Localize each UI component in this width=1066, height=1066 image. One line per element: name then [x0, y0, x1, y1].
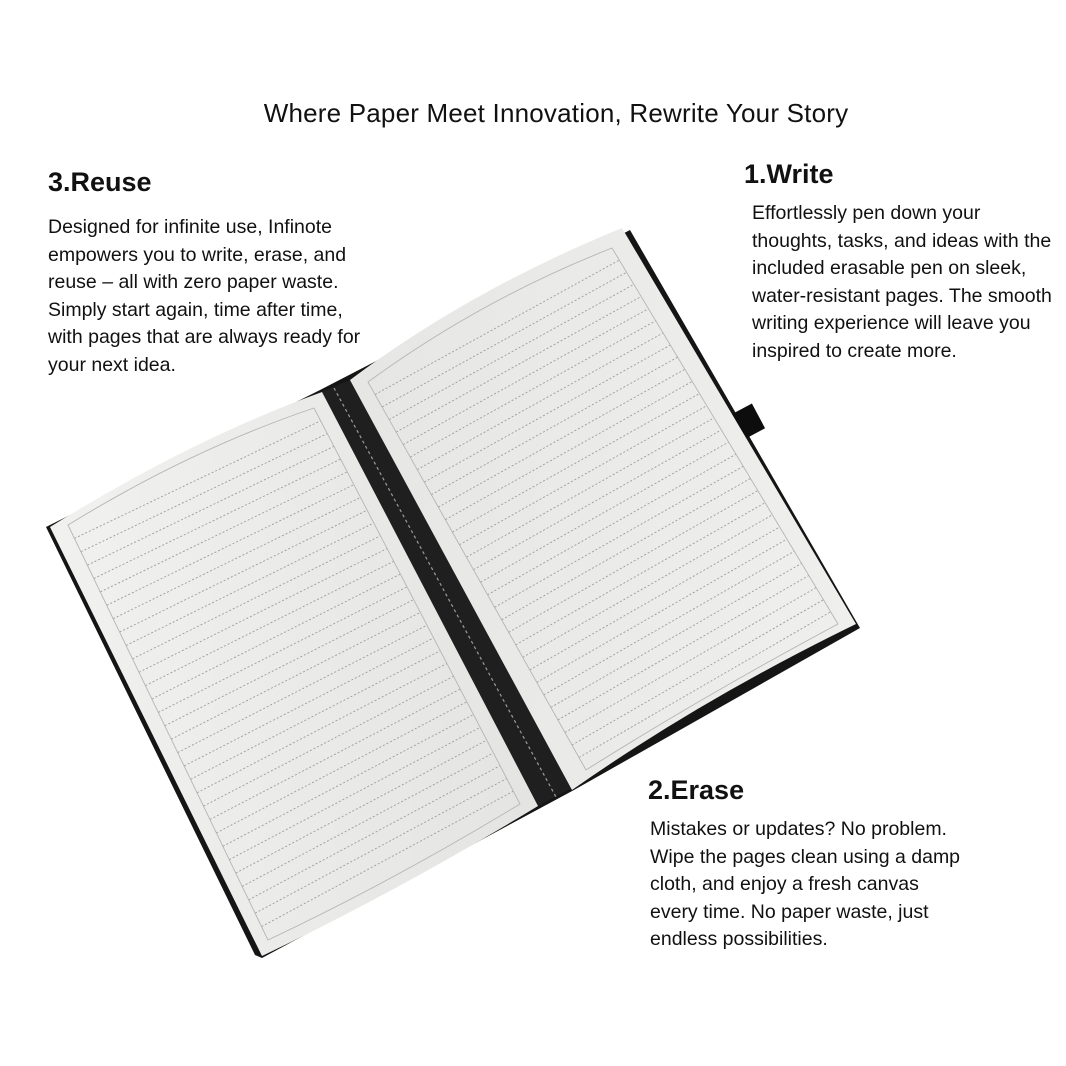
erase-title: 2.Erase: [648, 775, 745, 805]
reuse-title: 3.Reuse: [48, 167, 152, 197]
erase-body: Mistakes or updates? No problem. Wipe the pages clean using a damp cloth, and enjoy a fresh canvas every time. No paper waste, just endless possibilities.: [650, 818, 961, 950]
reuse-section: [48, 167, 378, 379]
erase-section: [648, 775, 968, 954]
write-section: [744, 159, 1064, 365]
write-body: Effortlessly pen down your thoughts, tasks, and ideas with the included erasable pen on sleek, water-resistant pages. The smooth writing experience will leave you inspired to create more.: [752, 202, 1052, 362]
headline: Where Paper Meet Innovation, Rewrite Your Story: [263, 98, 849, 128]
reuse-body: Designed for infinite use, Infinote empowers you to write, erase, and reuse – all with zero paper waste. Simply start again, time after time, with pages that are always ready for your next idea.: [48, 216, 361, 376]
write-title: 1.Write: [744, 159, 834, 189]
